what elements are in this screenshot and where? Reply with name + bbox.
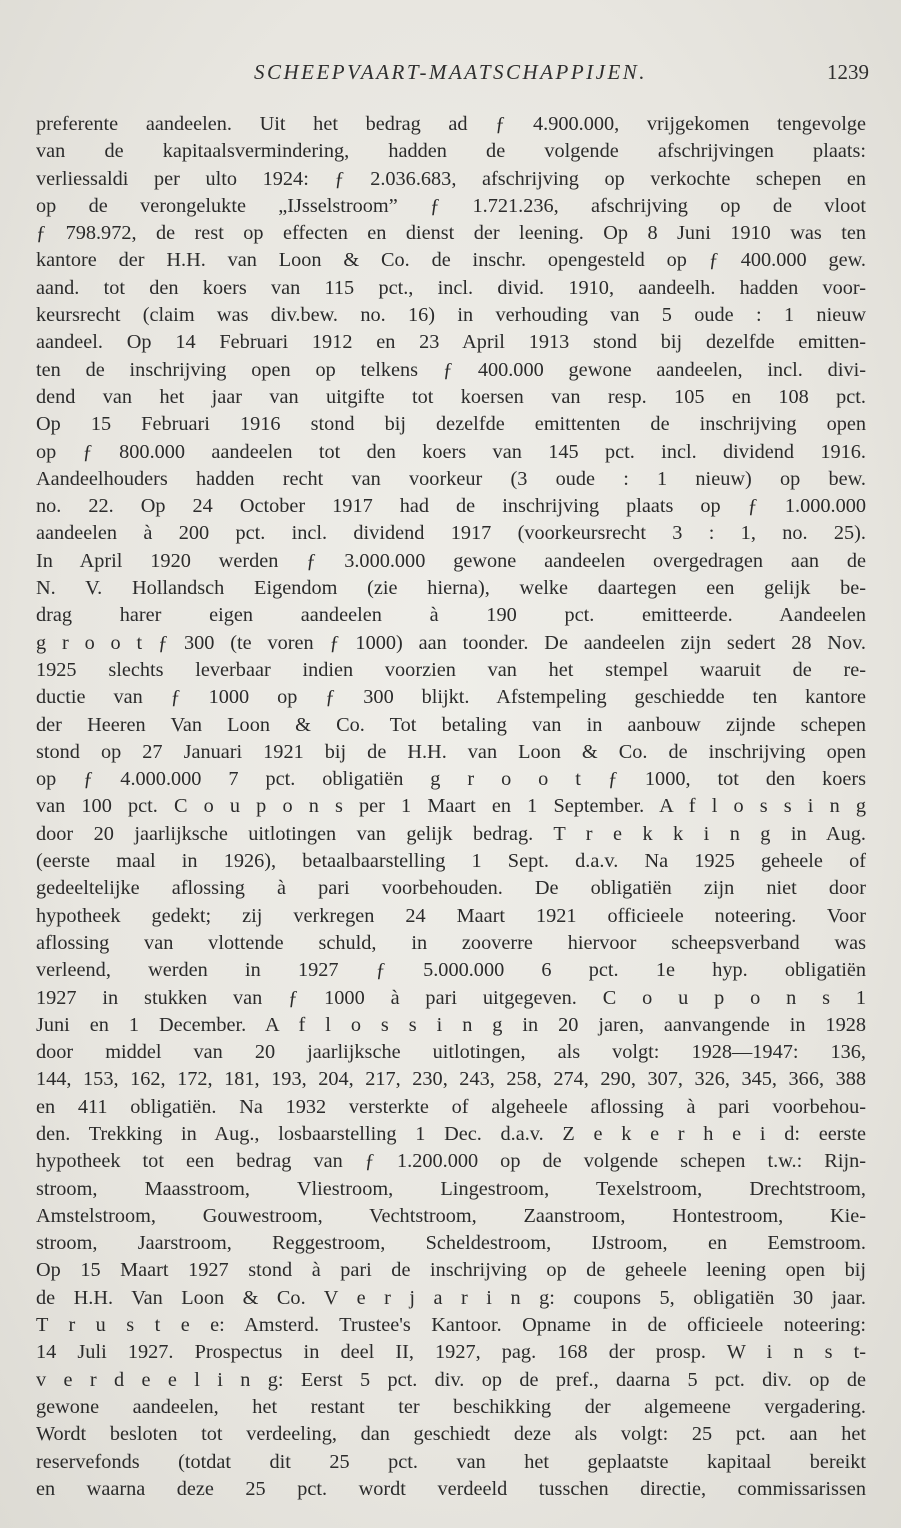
text-line: Op 15 Februari 1916 stond bij dezelfde emittenten de inschrijving open: [36, 413, 866, 436]
text-line: ƒ 798.972, de rest op effecten en dienst der leening. Op 8 Juni 1910 was ten: [36, 222, 866, 245]
text-line: 14 Juli 1927. Prospectus in deel II, 1927, pag. 168 der prosp. W i n s t-: [36, 1341, 866, 1364]
text-line: stroom, Maasstroom, Vliestroom, Lingestroom, Texelstroom, Drechtstroom,: [36, 1177, 866, 1200]
text-line: preferente aandeelen. Uit het bedrag ad ƒ 4.900.000, vrijgekomen tengevolge: [36, 113, 866, 135]
text-line: door 20 jaarlijksche uitlotingen van gelijk bedrag. T r e k k i n g in Aug.: [36, 822, 866, 845]
text-line: Op 15 Maart 1927 stond à pari de inschrijving op de geheele leening open bij: [36, 1259, 866, 1282]
text-line: verliessaldi per ulto 1924: ƒ 2.036.683, afschrijving op verkochte schepen en: [36, 167, 866, 190]
text-line: op ƒ 4.000.000 7 pct. obligatiën g r o o t ƒ 1000, tot den koers: [36, 768, 866, 791]
text-line: gedeeltelijke aflossing à pari voorbehouden. De obligatiën zijn niet door: [36, 877, 866, 900]
text-line: g r o o t ƒ 300 (te voren ƒ 1000) aan toonder. De aandeelen zijn sedert 28 Nov.: [36, 631, 866, 654]
text-line: Wordt besloten tot verdeeling, dan geschiedt deze als volgt: 25 pct. aan het: [36, 1423, 866, 1446]
text-line: door middel van 20 jaarlijksche uitlotingen, als volgt: 1928—1947: 136,: [36, 1041, 866, 1064]
text-line: v e r d e e l i n g: Eerst 5 pct. div. op de pref., daarna 5 pct. div. op de: [36, 1368, 866, 1391]
text-line: dend van het jaar van uitgifte tot koersen van resp. 105 en 108 pct.: [36, 385, 866, 408]
text-line: aandeelen à 200 pct. incl. dividend 1917 (voorkeursrecht 3 : 1, no. 25).: [36, 522, 866, 545]
page-number: 1239: [827, 60, 869, 84]
text-line: stond op 27 Januari 1921 bij de H.H. van Loon & Co. de inschrijving open: [36, 740, 866, 763]
text-line: Juni en 1 December. A f l o s s i n g in 20 jaren, aanvangende in 1928: [36, 1013, 866, 1036]
text-line: op de verongelukte „IJsselstroom” ƒ 1.721.236, afschrijving op de vloot: [36, 194, 866, 217]
body-text: [36, 111, 866, 1503]
text-line: 1927 in stukken van ƒ 1000 à pari uitgegeven. C o u p o n s 1: [36, 986, 866, 1009]
text-line: aandeel. Op 14 Februari 1912 en 23 April 1913 stond bij dezelfde emitten-: [36, 331, 866, 354]
text-line: verleend, werden in 1927 ƒ 5.000.000 6 pct. 1e hyp. obligatiën: [36, 959, 866, 982]
text-line: Aandeelhouders hadden recht van voorkeur (3 oude : 1 nieuw) op bew.: [36, 467, 866, 490]
text-line: van de kapitaalsvermindering, hadden de volgende afschrijvingen plaats:: [36, 140, 866, 163]
text-line: stroom, Jaarstroom, Reggestroom, Scheldestroom, IJstroom, en Eemstroom.: [36, 1232, 866, 1255]
text-line: gewone aandeelen, het restant ter beschikking der algemeene vergadering.: [36, 1395, 866, 1418]
text-line: de H.H. Van Loon & Co. V e r j a r i n g: coupons 5, obligatiën 30 jaar.: [36, 1286, 866, 1309]
text-line: van 100 pct. C o u p o n s per 1 Maart en 1 September. A f l o s s i n g: [36, 795, 866, 818]
text-line: en waarna deze 25 pct. wordt verdeeld tusschen directie, commissarissen: [36, 1477, 866, 1500]
text-line: keursrecht (claim was div.bew. no. 16) in verhouding van 5 oude : 1 nieuw: [36, 304, 866, 327]
text-line: op ƒ 800.000 aandeelen tot den koers van 145 pct. incl. dividend 1916.: [36, 440, 866, 463]
text-line: en 411 obligatiën. Na 1932 versterkte of algeheele aflossing à pari voorbehou-: [36, 1095, 866, 1118]
text-line: 1925 slechts leverbaar indien voorzien van het stempel waaruit de re-: [36, 658, 866, 681]
text-line: T r u s t e e: Amsterd. Trustee's Kantoor. Opname in de officieele noteering:: [36, 1314, 866, 1337]
text-line: ductie van ƒ 1000 op ƒ 300 blijkt. Afstempeling geschiedde ten kantore: [36, 686, 866, 709]
text-line: N. V. Hollandsch Eigendom (zie hierna), welke daartegen een gelijk be-: [36, 577, 866, 600]
text-line: (eerste maal in 1926), betaalbaarstelling 1 Sept. d.a.v. Na 1925 geheele of: [36, 850, 866, 873]
text-line: reservefonds (totdat dit 25 pct. van het geplaatste kapitaal bereikt: [36, 1450, 866, 1473]
text-line: aflossing van vlottende schuld, in zooverre hiervoor scheepsverband was: [36, 931, 866, 954]
text-line: no. 22. Op 24 October 1917 had de inschrijving plaats op ƒ 1.000.000: [36, 495, 866, 518]
text-line: den. Trekking in Aug., losbaarstelling 1 Dec. d.a.v. Z e k e r h e i d: eerste: [36, 1122, 866, 1145]
text-line: 144, 153, 162, 172, 181, 193, 204, 217, 230, 243, 258, 274, 290, 307, 326, 345, 366, 388: [36, 1068, 866, 1091]
text-line: hypotheek gedekt; zij verkregen 24 Maart 1921 officieele noteering. Voor: [36, 904, 866, 927]
text-line: ten de inschrijving open op telkens ƒ 400.000 gewone aandeelen, incl. divi-: [36, 358, 866, 381]
text-line: Amstelstroom, Gouwestroom, Vechtstroom, Zaanstroom, Hontestroom, Kie-: [36, 1204, 866, 1227]
page-header: [0, 58, 901, 88]
text-line: kantore der H.H. van Loon & Co. de inschr. opengesteld op ƒ 400.000 gew.: [36, 249, 866, 272]
text-line: In April 1920 werden ƒ 3.000.000 gewone aandeelen overgedragen aan de: [36, 549, 866, 572]
text-line: drag harer eigen aandeelen à 190 pct. emitteerde. Aandeelen: [36, 604, 866, 627]
text-line: aand. tot den koers van 115 pct., incl. divid. 1910, aandeelh. hadden voor-: [36, 276, 866, 299]
text-line: hypotheek tot een bedrag van ƒ 1.200.000 op de volgende schepen t.w.: Rijn-: [36, 1150, 866, 1173]
text-line: der Heeren Van Loon & Co. Tot betaling van in aanbouw zijnde schepen: [36, 713, 866, 736]
running-title: SCHEEPVAART-MAATSCHAPPIJEN.: [253, 60, 648, 84]
